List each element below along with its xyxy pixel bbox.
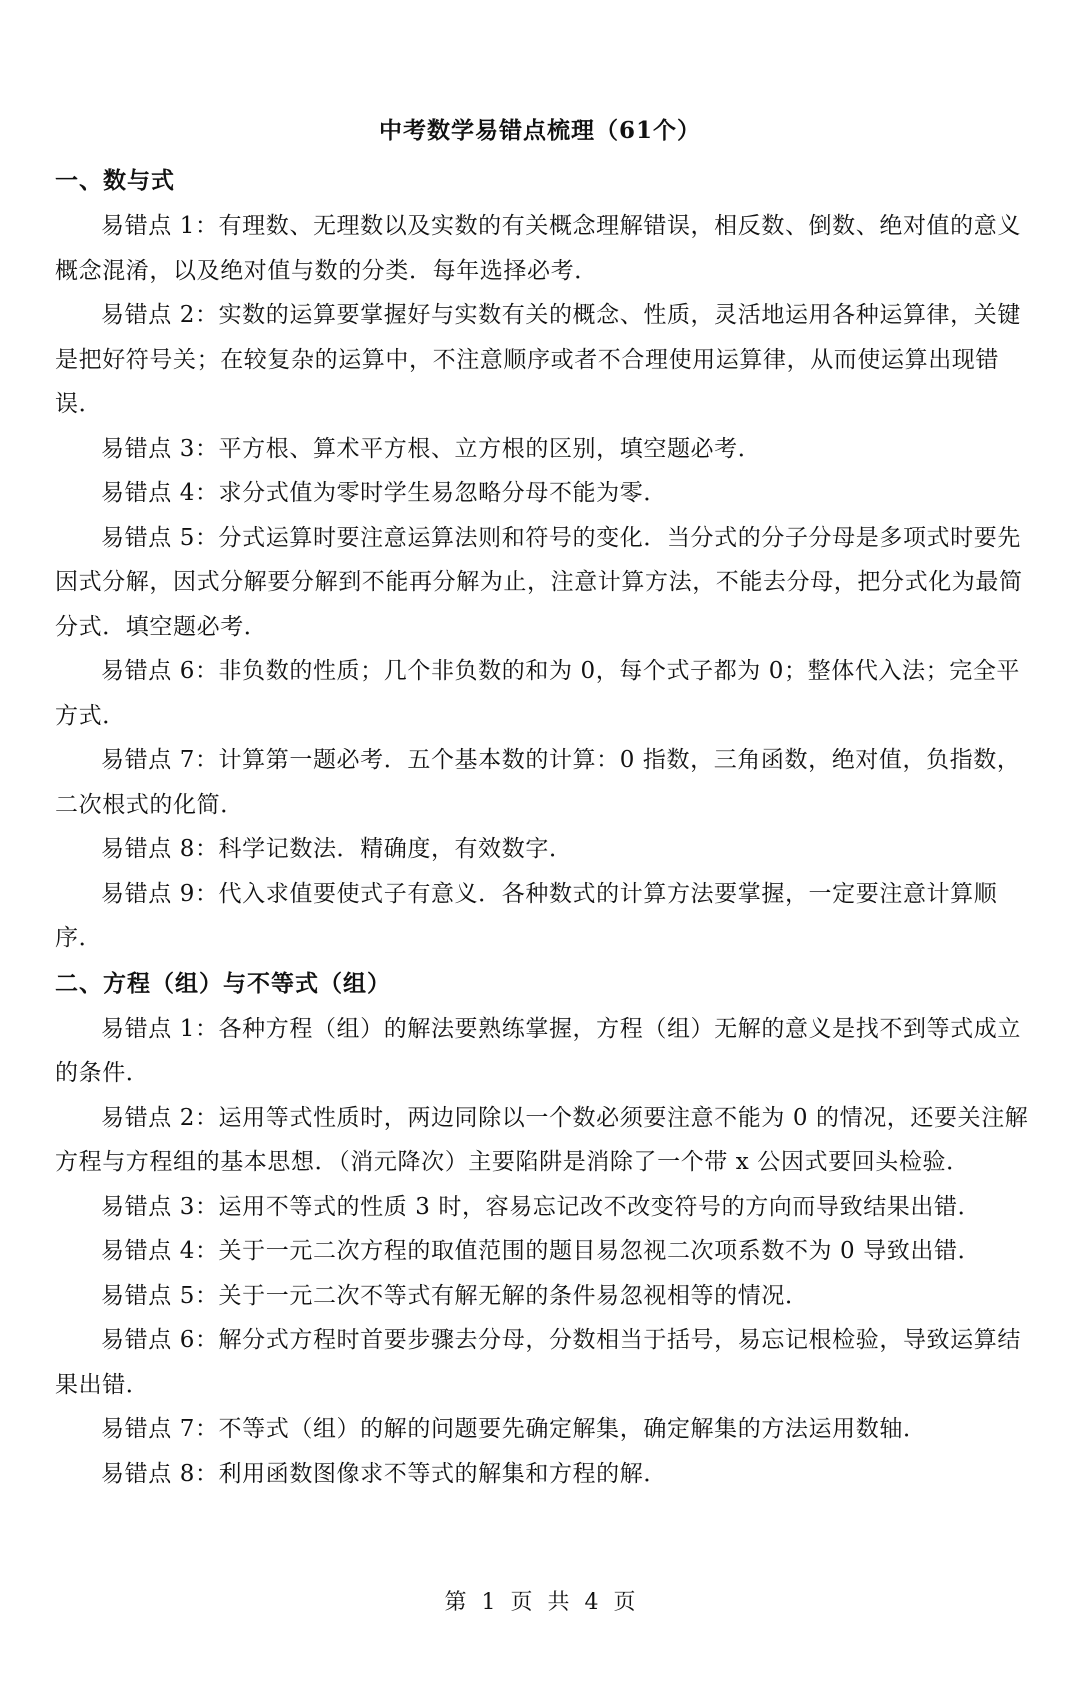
error-point: 易错点 5：分式运算时要注意运算法则和符号的变化．当分式的分子分母是多项式时要先因式分解，因式分解要分解到不能再分解为止，注意计算方法，不能去分母，把分式化为最简分式．填空题必考．: [55, 524, 1023, 640]
error-point: 易错点 1：各种方程（组）的解法要熟练掌握，方程（组）无解的意义是找不到等式成立的条件．: [55, 1015, 1021, 1086]
error-point: 易错点 6：解分式方程时首要步骤去分母，分数相当于括号，易忘记根检验，导致运算结果出错．: [55, 1327, 1021, 1398]
page-footer: 第 1 页 共 4 页: [444, 1590, 636, 1615]
section-equations-and-inequalities: [55, 961, 1040, 1497]
error-point: 易错点 7：不等式（组）的解的问题要先确定解集，确定解集的方法运用数轴．: [101, 1416, 927, 1442]
error-point: 易错点 9：代入求值要使式子有意义．各种数式的计算方法要掌握，一定要注意计算顺序．: [55, 880, 998, 951]
error-point: 易错点 6：非负数的性质；几个非负数的和为 0，每个式子都为 0；整体代入法；完全平方式．: [55, 658, 1021, 729]
error-point: 易错点 3：运用不等式的性质 3 时，容易忘记改不改变符号的方向而导致结果出错．: [101, 1193, 982, 1220]
error-point: 易错点 4：关于一元二次方程的取值范围的题目易忽视二次项系数不为 0 导致出错．: [101, 1238, 982, 1264]
error-point: 易错点 2：运用等式性质时，两边同除以一个数必须要注意不能为 0 的情况，还要关注解方程与方程组的基本思想．（消元降次）主要陷阱是消除了一个带 x 公因式要回头检验．: [55, 1104, 1029, 1175]
section-heading: 二、方程（组）与不等式（组）: [55, 969, 391, 997]
error-point: 易错点 2：实数的运算要掌握好与实数有关的概念、性质，灵活地运用各种运算律，关键是把好符号关；在较复杂的运算中，不注意顺序或者不合理使用运算律，从而使运算出现错误．: [55, 302, 1021, 417]
error-point: 易错点 4：求分式值为零时学生易忽略分母不能为零．: [101, 480, 667, 506]
error-point: 易错点 3：平方根、算术平方根、立方根的区别，填空题必考．: [101, 435, 762, 462]
error-point: 易错点 5：关于一元二次不等式有解无解的条件易忽视相等的情况．: [101, 1282, 809, 1309]
error-point: 易错点 8：利用函数图像求不等式的解集和方程的解．: [101, 1460, 667, 1487]
page-title: 中考数学易错点梳理（61个）: [378, 117, 701, 144]
error-point: 易错点 8：科学记数法．精确度，有效数字．: [101, 836, 573, 862]
document-body: [55, 158, 1040, 1496]
section-heading: 一、数与式: [55, 167, 175, 194]
error-point: 易错点 7：计算第一题必考．五个基本数的计算：0 指数，三角函数，绝对值，负指数，二次根式的化简．: [55, 747, 1021, 818]
error-point: 易错点 1：有理数、无理数以及实数的有关概念理解错误，相反数、倒数、绝对值的意义概念混淆，以及绝对值与数的分类．每年选择必考．: [55, 213, 1021, 284]
section-numbers-and-expressions: [55, 158, 1040, 961]
